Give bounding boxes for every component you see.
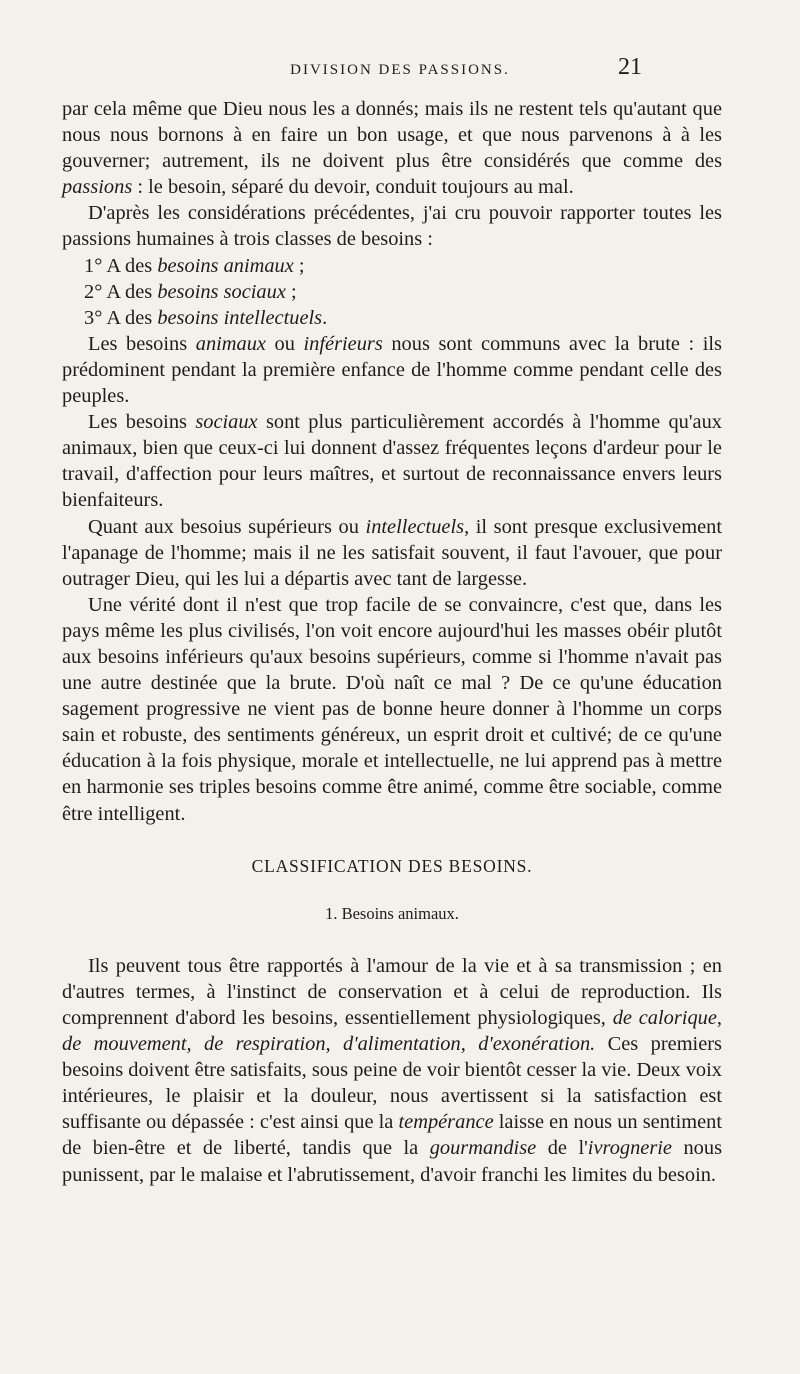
paragraph-7: Ils peuvent tous être rapportés à l'amour de la vie et à sa transmission ; en d'autres termes, à l'instinct de conservation et à celui de reproduction. Ils comprennent d'abord les besoins, essentiellement physiologiques, de calorique, de mouvement, de respiration, d'alimentation, d'exonération. Ces premiers besoins doivent être satisfaits, sous peine de voir bientôt cesser la vie. Deux voix intérieures, le plaisir et la douleur, nous avertissent si la satisfaction est suffisante ou dépassée : c'est ainsi que la tempérance laisse en nous un sentiment de bien-être et de liberté, tandis que la gourmandise de l'ivrognerie nous punissent, par le malaise et l'abrutissement, d'avoir franchi les limites du besoin. <box>62 954 723 1186</box>
paragraph-4: Les besoins sociaux sont plus particulièrement accordés à l'homme qu'aux animaux, bien que ceux-ci lui donnent d'assez fréquentes leçons d'ardeur pour le travail, d'affection pour leurs maîtres, et surtout de reconnaissance envers leurs bienfaiteurs. <box>62 411 722 512</box>
subsection-title: 1. Besoins animaux. <box>325 903 459 923</box>
list-item: 3° A des besoins intellectuels. <box>84 306 328 329</box>
paragraph-6: Une vérité dont il n'est que trop facile de se convaincre, c'est que, dans les pays même les plus civilisés, l'on voit encore aujourd'hui les masses obéir plutôt aux besoins inférieurs qu'aux besoins supérieurs, comme si l'homme n'avait pas une autre destinée que la brute. D'où naît ce mal ? De ce qu'une éducation sagement progressive ne vient pas de bonne heure donner à l'homme un corps sain et robuste, des sentiments généreux, un esprit droit et cultivé; de ce qu'une éducation à la fois physique, morale et intellectuelle, ne lui apprend pas à mettre en harmonie ses triples besoins comme être animé, comme être sociable, comme être intelligent. <box>62 593 722 825</box>
list-item: 2° A des besoins sociaux ; <box>84 280 297 303</box>
body-text <box>62 96 722 1188</box>
list-item: 1° A des besoins animaux ; <box>84 254 305 277</box>
paragraph-1: par cela même que Dieu nous les a donnés; mais ils ne restent tels qu'autant que nous nous bornons à en faire un bon usage, et que nous parvenons à à les gouverner; autrement, ils ne doivent plus être considérés que comme des passions : le besoin, séparé du devoir, conduit toujours au mal. <box>62 98 722 199</box>
needs-list <box>62 253 722 331</box>
paragraph-2: D'après les considérations précédentes, j'ai cru pouvoir rapporter toutes les passions humaines à trois classes de besoins : <box>62 202 722 251</box>
running-title: DIVISION DES PASSIONS. <box>290 62 510 78</box>
section-title: CLASSIFICATION DES BESOINS. <box>251 855 533 876</box>
paragraph-5: Quant aux besoius supérieurs ou intellectuels, il sont presque exclusivement l'apanage de l'homme; mais il ne les satisfait souvent, il faut l'avouer, que pour outrager Dieu, qui les lui a départis avec tant de largesse. <box>62 515 722 590</box>
paragraph-3: Les besoins animaux ou inférieurs nous sont communs avec la brute : ils prédominent pendant la première enfance de l'homme comme pendant celle des peuples. <box>62 332 722 408</box>
page-number: 21 <box>618 54 642 80</box>
